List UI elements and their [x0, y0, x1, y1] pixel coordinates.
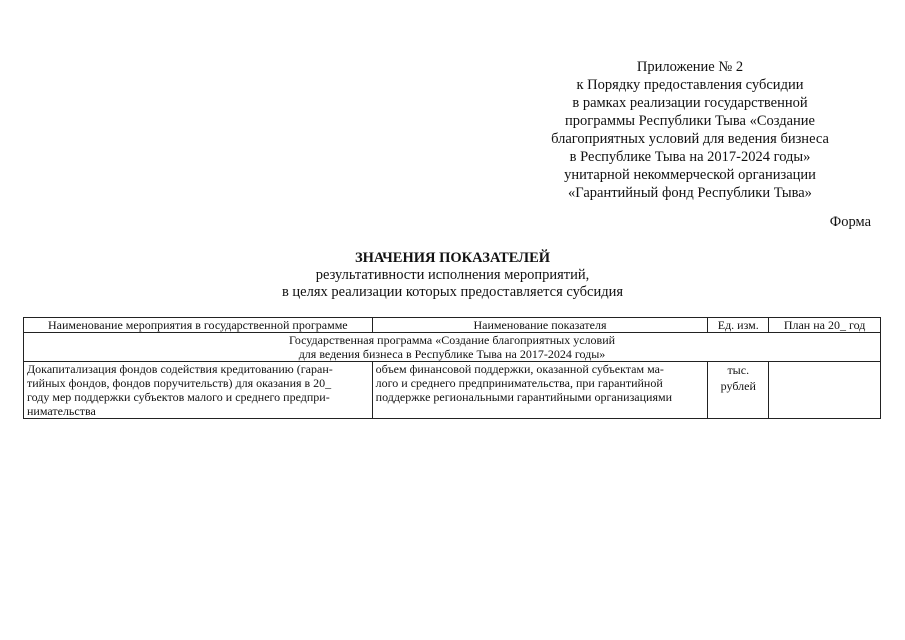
appendix-line: Приложение № 2	[636, 59, 744, 75]
appendix-line: благоприятных условий для ведения бизнеса	[551, 131, 829, 147]
program-name-line: для ведения бизнеса в Республике Тыва на 2017-2024 годы»	[298, 347, 606, 361]
unit-line: рублей	[720, 379, 756, 393]
table-header-row	[24, 318, 881, 333]
appendix-line: унитарной некоммерческой организации	[564, 167, 816, 183]
indicator-name-line: объем финансовой поддержки, оказанной субъектам ма-	[375, 362, 664, 376]
event-name-line: году мер поддержки субъектов малого и среднего предпри-	[27, 390, 330, 404]
unit-line: тыс.	[727, 363, 750, 377]
appendix-line: в рамках реализации государственной	[572, 95, 808, 111]
table-row	[24, 362, 881, 419]
program-name-cell	[24, 333, 881, 362]
appendix-line: программы Республики Тыва «Создание	[565, 113, 815, 129]
appendix-header	[520, 58, 860, 202]
indicators-table	[23, 317, 881, 419]
indicator-name-line: поддержке региональными гарантийными организациями	[375, 390, 673, 404]
document-title	[0, 250, 905, 301]
indicator-name-cell	[372, 362, 708, 419]
event-name-cell	[24, 362, 373, 419]
event-name-line: тийных фондов, фондов поручительств) для оказания в 20_	[27, 376, 332, 390]
indicator-name-line: лого и среднего предпринимательства, при гарантийной	[375, 376, 663, 390]
plan-cell	[769, 362, 881, 419]
appendix-line: к Порядку предоставления субсидии	[576, 77, 804, 93]
event-name-line: нимательства	[27, 404, 96, 418]
title-subtitle-line: в целях реализации которых предоставляется субсидия	[281, 284, 624, 300]
program-row	[24, 333, 881, 362]
header-unit: Ед. изм.	[708, 318, 769, 333]
form-label: Форма	[829, 214, 871, 230]
appendix-line: в Республике Тыва на 2017-2024 годы»	[569, 149, 811, 165]
header-event-name: Наименование мероприятия в государственной программе	[24, 318, 373, 333]
unit-cell	[708, 362, 769, 419]
title-subtitle-line: результативности исполнения мероприятий,	[315, 267, 590, 283]
program-name-line: Государственная программа «Создание благоприятных условий	[288, 333, 616, 347]
title-main: ЗНАЧЕНИЯ ПОКАЗАТЕЛЕЙ	[354, 250, 551, 266]
header-plan: План на 20_ год	[769, 318, 881, 333]
event-name-line: Докапитализация фондов содействия кредитованию (гаран-	[27, 362, 333, 376]
appendix-line: «Гарантийный фонд Республики Тыва»	[568, 185, 812, 201]
header-indicator-name: Наименование показателя	[372, 318, 708, 333]
